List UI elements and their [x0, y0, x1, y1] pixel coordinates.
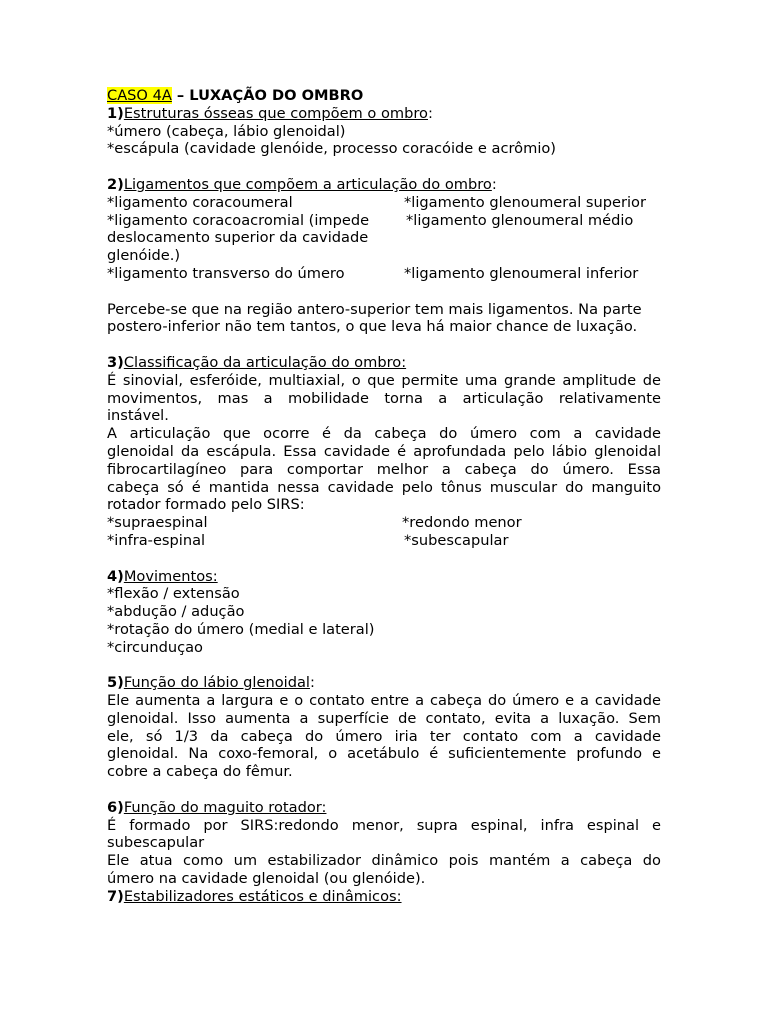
ligament-right: *ligamento glenoumeral superior — [404, 193, 646, 211]
ligament-row — [107, 212, 661, 230]
section-7-heading — [107, 888, 661, 906]
ligament-row — [107, 265, 661, 283]
paragraph-line: movimentos, mas a mobilidade torna a articulação relativamente — [107, 389, 661, 407]
section-number: 1) — [107, 104, 124, 122]
paragraph-line: Ele atua como um estabilizador dinâmico pois mantém a cabeça do — [107, 852, 661, 870]
ligament-left-continued: glenóide.) — [107, 247, 181, 265]
paragraph-line: rotador formado pelo SIRS: — [107, 496, 305, 514]
ligament-right: *ligamento glenoumeral médio — [406, 211, 634, 229]
section-1-heading — [107, 105, 661, 123]
muscle-row — [107, 532, 661, 550]
paragraph-line: É sinovial, esferóide, multiaxial, o que permite uma grande amplitude de — [107, 371, 661, 389]
paragraph-line: instável. — [107, 407, 169, 425]
muscle-right: *redondo menor — [402, 514, 522, 532]
title-text: – LUXAÇÃO DO OMBRO — [171, 87, 364, 104]
section-number: 3) — [107, 353, 124, 371]
ligament-left: *ligamento transverso do úmero — [107, 264, 345, 282]
paragraph-line: É formado por SIRS:redondo menor, supra espinal, infra espinal e — [107, 816, 661, 834]
muscle-right: *subescapular — [404, 531, 509, 549]
muscle-left: *infra-espinal — [107, 531, 206, 549]
case-label: CASO 4A — [107, 87, 172, 104]
section-title: Classificação da articulação do ombro: — [123, 353, 407, 371]
paragraph-line: Percebe-se que na região antero-superior tem mais ligamentos. Na parte — [107, 300, 642, 318]
paragraph-line: subescapular — [107, 834, 205, 852]
paragraph-line: fibrocartilagíneo para comportar melhor a cabeça do úmero. Essa — [107, 460, 661, 478]
ligament-left: *ligamento coracoumeral — [107, 193, 293, 211]
muscle-left: *supraespinal — [107, 514, 208, 532]
section-6-heading — [107, 799, 661, 817]
list-item: *circunduçao — [107, 638, 203, 656]
paragraph-line: postero-inferior não tem tantos, o que leva há maior chance de luxação. — [107, 318, 638, 336]
section-4-heading — [107, 568, 661, 586]
ligament-row — [107, 194, 661, 212]
section-number: 4) — [107, 567, 124, 585]
ligament-right: *ligamento glenoumeral inferior — [404, 264, 639, 282]
section-title: Função do lábio glenoidal — [123, 674, 310, 692]
paragraph-line: glenoidal. Na coxo-femoral, o acetábulo é suficientemente profundo e — [107, 745, 661, 763]
section-5-heading — [107, 674, 661, 692]
section-number: 6) — [107, 798, 124, 816]
document-page — [107, 87, 661, 906]
muscle-row — [107, 514, 661, 532]
document-title — [107, 87, 661, 105]
paragraph-line: glenoidal. Isso aumenta a superfície de contato, evita a luxação. Sem — [107, 709, 661, 727]
paragraph-line: A articulação que ocorre é da cabeça do úmero com a cavidade — [107, 425, 661, 443]
colon: : — [428, 104, 433, 122]
section-number: 7) — [107, 887, 124, 905]
colon: : — [309, 674, 315, 692]
list-item: *flexão / extensão — [107, 585, 240, 603]
section-number: 2) — [107, 175, 124, 193]
section-number: 5) — [107, 674, 124, 692]
paragraph-line: cobre a cabeça do fêmur. — [107, 763, 293, 781]
ligament-left: *ligamento coracoacromial (impede — [107, 211, 370, 229]
list-item: *abdução / adução — [107, 603, 245, 621]
paragraph-line: ele, só 1/3 da cabeça do úmero iria ter contato com a cavidade — [107, 727, 661, 745]
section-title: Estruturas ósseas que compõem o ombro — [123, 104, 428, 122]
section-title: Movimentos: — [123, 567, 218, 585]
paragraph-line: Ele aumenta a largura e o contato entre a cabeça do úmero e a cavidade — [107, 692, 661, 710]
paragraph-line: úmero na cavidade glenoidal (ou glenóide). — [107, 870, 426, 888]
section-title: Função do maguito rotador: — [123, 798, 327, 816]
colon: : — [491, 175, 497, 193]
section-title: Estabilizadores estáticos e dinâmicos: — [123, 887, 402, 905]
paragraph-line: cabeça só é mantida nessa cavidade pelo tônus muscular do manguito — [107, 478, 661, 496]
section-title: Ligamentos que compõem a articulação do ombro — [123, 175, 492, 193]
section-2-heading — [107, 176, 661, 194]
list-item: *úmero (cabeça, lábio glenoidal) — [107, 122, 346, 140]
list-item: *rotação do úmero (medial e lateral) — [107, 620, 375, 638]
ligament-left-continued: deslocamento superior da cavidade — [107, 229, 369, 247]
list-item: *escápula (cavidade glenóide, processo coracóide e acrômio) — [107, 140, 556, 158]
paragraph-line: glenoidal da escápula. Essa cavidade é aprofundada pelo lábio glenoidal — [107, 442, 661, 460]
section-3-heading — [107, 354, 661, 372]
